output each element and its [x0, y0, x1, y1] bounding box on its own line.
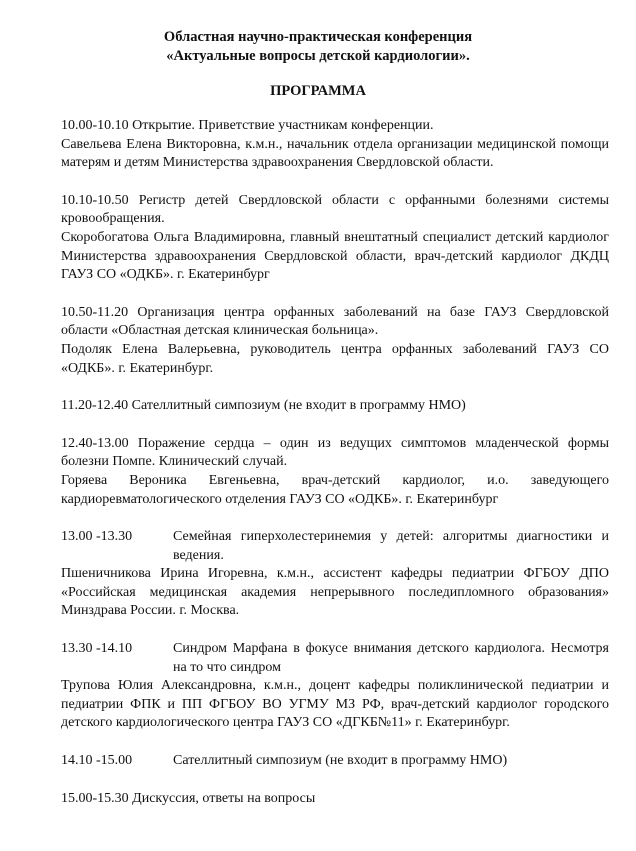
program-list — [61, 117, 609, 827]
program-item-title: Синдром Марфана в фокусе внимания детского кардиолога. Несмотря на то что синдром — [173, 641, 609, 675]
program-item-line — [61, 397, 609, 416]
program-item — [61, 640, 609, 733]
program-item — [61, 304, 609, 378]
program-item-speaker: Подоляк Елена Валерьевна, руководитель центра орфанных заболеваний ГАУЗ СО «ОДКБ». г. Екатеринбург. — [61, 341, 609, 376]
program-item-line — [61, 304, 609, 341]
program-item-title: Организация центра орфанных заболеваний на базе ГАУЗ Свердловской области «Областная детская клиническая больница». — [61, 304, 610, 339]
program-item-title: Дискуссия, ответы на вопросы — [132, 790, 316, 806]
program-item-time: 12.40-13.00 — [61, 435, 129, 451]
program-item-line — [61, 790, 609, 809]
program-item-speaker: Пшеничникова Ирина Игоревна, к.м.н., ассистент кафедры педиатрии ФГБОУ ДПО «Российская медицинская академия непрерывного последипломного образования» Минздрава России. г. Москва. — [61, 566, 609, 619]
program-item-time: 10.50-11.20 — [61, 304, 129, 320]
program-item-line — [61, 640, 609, 677]
program-item-line — [61, 192, 609, 229]
program-item-speaker: Савельева Елена Викторовна, к.м.н., начальник отдела организации медицинской помощи матерям и детям Министерства здравоохранения Свердловской области. — [61, 136, 609, 171]
program-item-time: 14.10 -15.00 — [61, 753, 133, 769]
program-item-title: Сателлитный симпозиум (не входит в программу НМО) — [131, 398, 466, 414]
program-item-line — [61, 117, 609, 136]
program-item-time: 10.10-10.50 — [61, 192, 129, 208]
conference-header — [0, 28, 636, 66]
program-item-title: Регистр детей Свердловской области с орфанными болезнями системы кровообращения. — [61, 192, 609, 227]
conference-title-line-2: «Актуальные вопросы детской кардиологии». — [166, 48, 470, 64]
program-item-speaker: Горяева Вероника Евгеньевна, врач-детский кардиолог, и.о. заведующего кардиоревматологического отделения ГАУЗ СО «ОДКБ». г. Екатеринбург — [61, 472, 609, 507]
program-item-title: Семейная гиперхолестеринемия у детей: алгоритмы диагностики и ведения. — [173, 529, 609, 563]
program-item-line — [61, 528, 609, 565]
program-item-time: 15.00-15.30 — [61, 790, 129, 806]
program-item-time: 13.00 -13.30 — [61, 529, 133, 545]
program-item-title: Сателлитный симпозиум (не входит в программу НМО) — [173, 753, 508, 769]
program-item-line — [61, 435, 609, 472]
program-item — [61, 397, 609, 416]
program-item-speaker: Скоробогатова Ольга Владимировна, главный внештатный специалист детский кардиолог Министерства здравоохранения Свердловской области, врач-детский кардиолог ДКДЦ ГАУЗ СО «ОДКБ». г. Екатеринбург — [61, 229, 609, 283]
program-item — [61, 435, 609, 509]
program-item-time: 10.00-10.10 — [61, 118, 129, 133]
program-item-time: 11.20-12.40 — [61, 398, 129, 414]
program-item — [61, 752, 609, 771]
program-item-title: Поражение сердца – один из ведущих симптомов младенческой формы болезни Помпе. Клинический случай. — [61, 435, 610, 470]
program-title: ПРОГРАММА — [270, 83, 366, 99]
conference-title-line-1: Областная научно-практическая конференция — [163, 29, 473, 45]
program-item — [61, 117, 609, 173]
program-item-title: Открытие. Приветствие участникам конференции. — [132, 118, 434, 133]
program-item — [61, 192, 609, 285]
program-item-line — [61, 752, 609, 771]
program-item-speaker: Трупова Юлия Александровна, к.м.н., доцент кафедры поликлинической педиатрии и педиатрии ФПК и ПП ФГБОУ ВО УГМУ МЗ РФ, врач-детский кардиолог городского детского кардиологического центра ГАУЗ СО «ДГКБ№11» г. Екатеринбург. — [61, 678, 609, 731]
program-item — [61, 790, 609, 809]
program-item — [61, 528, 609, 621]
program-item-time: 13.30 -14.10 — [61, 641, 133, 657]
